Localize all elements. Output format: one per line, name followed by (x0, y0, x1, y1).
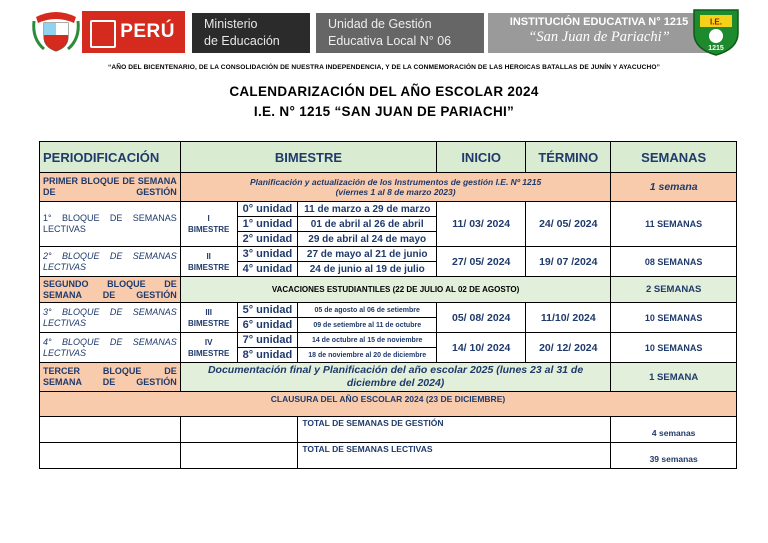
start-date-cell: 11/ 03/ 2024 (437, 202, 526, 247)
header-start: INICIO (437, 142, 526, 173)
unit-cell: 5° unidad (237, 303, 298, 318)
year-motto: “AÑO DEL BICENTENARIO, DE LA CONSOLIDACIÓN DE NUESTRA INDEPENDENCIA, Y DE LA CONMEMORACIÓN DE LAS HEROICAS BATALLAS DE JUNÍN Y AYACUCHO” (107, 64, 660, 71)
closing-ceremony-cell: CLAUSURA DEL AÑO ESCOLAR 2024 (23 DE DICIEMBRE) (40, 392, 737, 417)
unit-cell: 6° unidad (237, 318, 298, 333)
header-bimester: BIMESTRE (180, 142, 436, 173)
table-row (40, 443, 737, 469)
range-cell: 14 de octubre al 15 de noviembre (298, 333, 437, 348)
header-banner (30, 9, 742, 55)
header-period: PERIODIFICACIÓN (40, 142, 181, 173)
page-title: CALENDARIZACIÓN DEL AÑO ESCOLAR 2024 (229, 84, 539, 99)
weeks-cell: 1 semana (611, 173, 737, 202)
range-cell: 05 de agosto al 06 de setiembre (298, 303, 437, 318)
header-weeks: SEMANAS (611, 142, 737, 173)
planning-cell (180, 173, 611, 202)
table-header-row (40, 142, 737, 173)
period-cell: TERCER BLOQUE DE SEMANA DE GESTIÓN (40, 363, 181, 392)
range-cell: 11 de marzo a 29 de marzo (298, 202, 437, 217)
peru-emblem-icon (90, 20, 116, 48)
bimester-cell (180, 247, 237, 277)
total-lectivas-value: 39 semanas (611, 443, 737, 469)
unit-cell: 3° unidad (237, 247, 298, 262)
range-cell: 18 de noviembre al 20 de diciembre (298, 348, 437, 363)
table-row (40, 277, 737, 303)
institution-box (488, 13, 710, 53)
ministry-box (192, 13, 310, 53)
bimester-cell (180, 333, 237, 363)
vacation-cell: VACACIONES ESTUDIANTILES (22 DE JULIO AL 02 DE AGOSTO) (180, 277, 611, 303)
calendar-table (39, 141, 737, 469)
unit-cell: 1° unidad (237, 217, 298, 232)
weeks-cell: 2 SEMANAS (611, 277, 737, 303)
end-date-cell: 11/10/ 2024 (526, 303, 611, 333)
weeks-cell: 10 SEMANAS (611, 333, 737, 363)
range-cell: 01 de abril al 26 de abril (298, 217, 437, 232)
start-date-cell: 05/ 08/ 2024 (437, 303, 526, 333)
start-date-cell: 14/ 10/ 2024 (437, 333, 526, 363)
bimester-roman: III (205, 307, 212, 317)
weeks-cell: 11 SEMANAS (611, 202, 737, 247)
table-row (40, 202, 737, 217)
page-subtitle: I.E. N° 1215 “SAN JUAN DE PARIACHI” (253, 104, 515, 119)
institution-subtitle: “San Juan de Pariachi” (528, 29, 670, 45)
table-row (40, 363, 737, 392)
unit-cell: 2° unidad (237, 232, 298, 247)
bimester-word: BIMESTRE (188, 262, 230, 272)
country-name: PERÚ (120, 21, 175, 42)
header-end: TÉRMINO (526, 142, 611, 173)
bimester-word: BIMESTRE (188, 225, 230, 234)
total-gestion-label: TOTAL DE SEMANAS DE GESTIÓN (298, 417, 611, 443)
start-date-cell: 27/ 05/ 2024 (437, 247, 526, 277)
period-cell: PRIMER BLOQUE DE SEMANA DE GESTIÓN (40, 173, 181, 202)
logo-letters: I.E. (709, 17, 723, 27)
final-documentation-cell: Documentación final y Planificación del año escolar 2025 (lunes 23 al 31 de diciembre del 2024) (180, 363, 611, 392)
total-gestion-value: 4 semanas (611, 417, 737, 443)
end-date-cell: 24/ 05/ 2024 (526, 202, 611, 247)
table-row (40, 303, 737, 318)
period-cell: SEGUNDO BLOQUE DE SEMANA DE GESTIÓN (40, 277, 181, 303)
table-row (40, 247, 737, 262)
end-date-cell: 19/ 07 /2024 (526, 247, 611, 277)
period-cell: 1° BLOQUE DE SEMANAS LECTIVAS (40, 202, 181, 247)
institution-name: INSTITUCIÓN EDUCATIVA N° 1215 (509, 16, 689, 28)
bimester-roman: IV (204, 337, 213, 347)
weeks-cell: 1 SEMANA (611, 363, 737, 392)
ugel-line1: Unidad de Gestión (328, 17, 432, 31)
period-cell: 2° BLOQUE DE SEMANAS LECTIVAS (40, 247, 181, 277)
bimester-roman: I (207, 214, 210, 223)
table-row (40, 417, 737, 443)
ministry-line1: Ministerio (204, 17, 258, 31)
school-logo-icon (690, 7, 742, 57)
range-cell: 27 de mayo al 21 de junio (298, 247, 437, 262)
unit-cell: 7° unidad (237, 333, 298, 348)
ugel-line2: Educativa Local N° 06 (328, 34, 452, 48)
unit-cell: 4° unidad (237, 262, 298, 277)
peru-label-box (82, 11, 185, 53)
table-row (40, 173, 737, 202)
national-coat-of-arms-icon (30, 9, 82, 55)
bimester-roman: II (206, 251, 211, 261)
logo-number: 1215 (708, 45, 724, 52)
empty-cell (40, 417, 181, 443)
weeks-cell: 10 SEMANAS (611, 303, 737, 333)
range-cell: 24 de junio al 19 de julio (298, 262, 437, 277)
weeks-cell: 08 SEMANAS (611, 247, 737, 277)
ministry-line2: de Educación (204, 34, 280, 48)
planning-line1: Planificación y actualización de los Instrumentos de gestión I.E. Nº 1215 (249, 177, 542, 187)
range-cell: 29 de abril al 24 de mayo (298, 232, 437, 247)
empty-cell (180, 417, 298, 443)
planning-line2: (viernes 1 al 8 de marzo 2023) (335, 187, 456, 197)
table-row (40, 392, 737, 417)
range-cell: 09 de setiembre al 11 de octubre (298, 318, 437, 333)
bimester-word: BIMESTRE (188, 318, 230, 328)
bimester-cell (180, 202, 237, 247)
unit-cell: 8° unidad (237, 348, 298, 363)
bimester-word: BIMESTRE (188, 348, 230, 358)
ugel-box (316, 13, 484, 53)
empty-cell (180, 443, 298, 469)
unit-cell: 0° unidad (237, 202, 298, 217)
end-date-cell: 20/ 12/ 2024 (526, 333, 611, 363)
period-cell: 3° BLOQUE DE SEMANAS LECTIVAS (40, 303, 181, 333)
bimester-cell (180, 303, 237, 333)
table-row (40, 333, 737, 348)
total-lectivas-label: TOTAL DE SEMANAS LECTIVAS (298, 443, 611, 469)
empty-cell (40, 443, 181, 469)
period-cell: 4° BLOQUE DE SEMANAS LECTIVAS (40, 333, 181, 363)
